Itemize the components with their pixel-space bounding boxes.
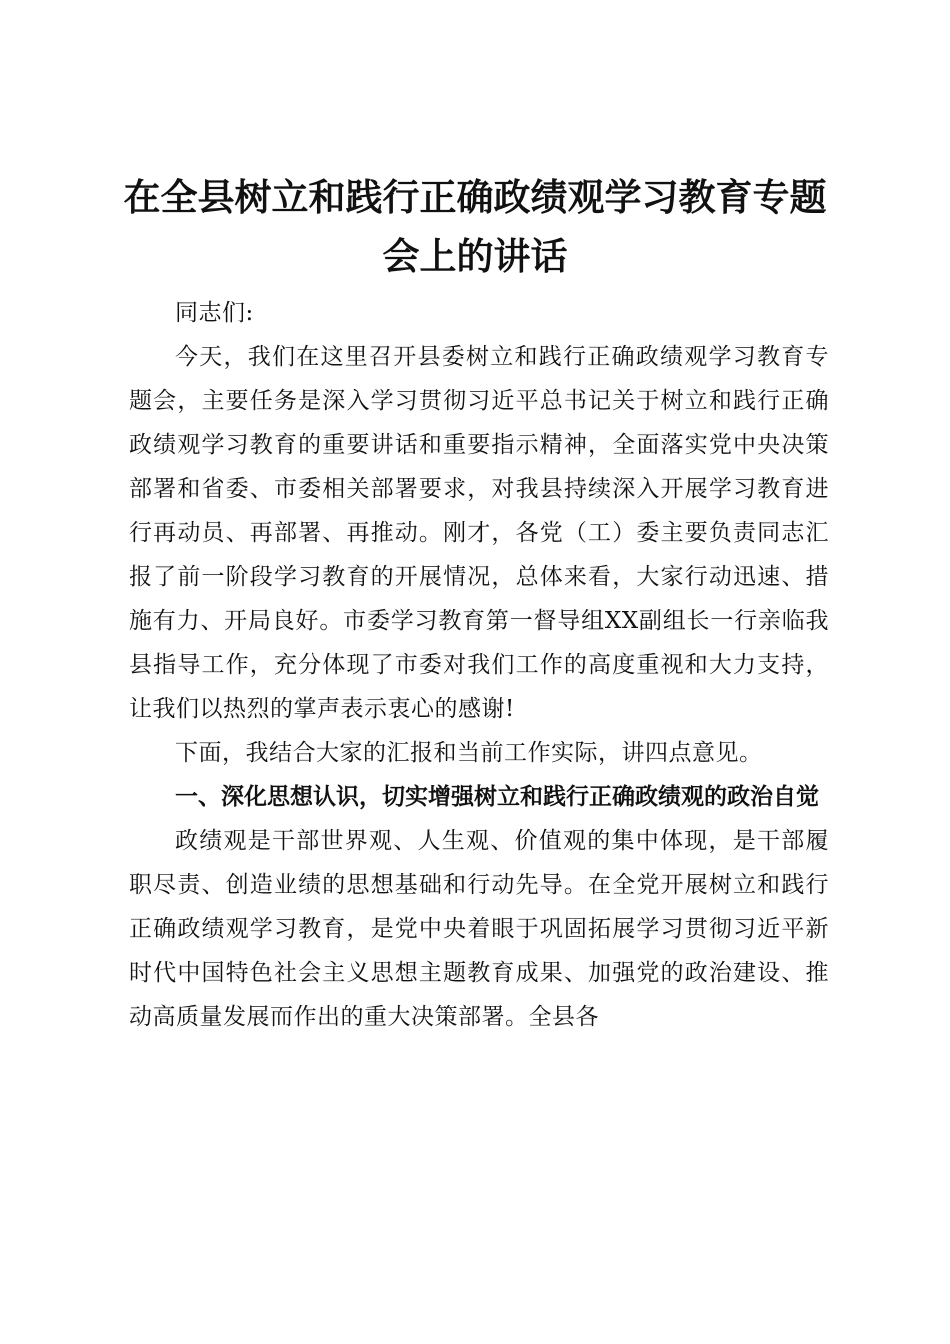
salutation-paragraph: 同志们: (175, 300, 254, 326)
section-heading-1: 一、深化思想认识，切实增强树立和践行正确政绩观的政治自觉 (175, 784, 819, 810)
outline-paragraph: 下面，我结合大家的汇报和当前工作实际，讲四点意见。 (175, 740, 763, 766)
opening-paragraph: 今天，我们在这里召开县委树立和践行正确政绩观学习教育专题会，主要任务是深入学习贯彻习近平总书记关于树立和践行正确政绩观学习教育的重要讲话和重要指示精神，全面落实党中央决策部署和省委、市委相关部署要求，对我县持续深入开展学习教育进行再动员、再部署、再推动。刚才，各党（工）委主要负责同志汇报了前一阶段学习教育的开展情况，总体来看，大家行动迅速、措施有力、开局良好。市委学习教育第一督导组XX副组长一行亲临我县指导工作，充分体现了市委对我们工作的高度重视和大力支持，让我们以热烈的掌声表示衷心的感谢! (129, 344, 829, 722)
document-body (129, 291, 829, 1039)
section-1-paragraph: 政绩观是干部世界观、人生观、价值观的集中体现，是干部履职尽责、创造业绩的思想基础和行动先导。在全党开展树立和践行正确政绩观学习教育，是党中央着眼于巩固拓展学习贯彻习近平新时代中国特色社会主义思想主题教育成果、加强党的政治建设、推动高质量发展而作出的重大决策部署。全县各 (129, 828, 829, 1030)
document-title: 在全县树立和践行正确政绩观学习教育专题会上的讲话 (123, 175, 827, 278)
